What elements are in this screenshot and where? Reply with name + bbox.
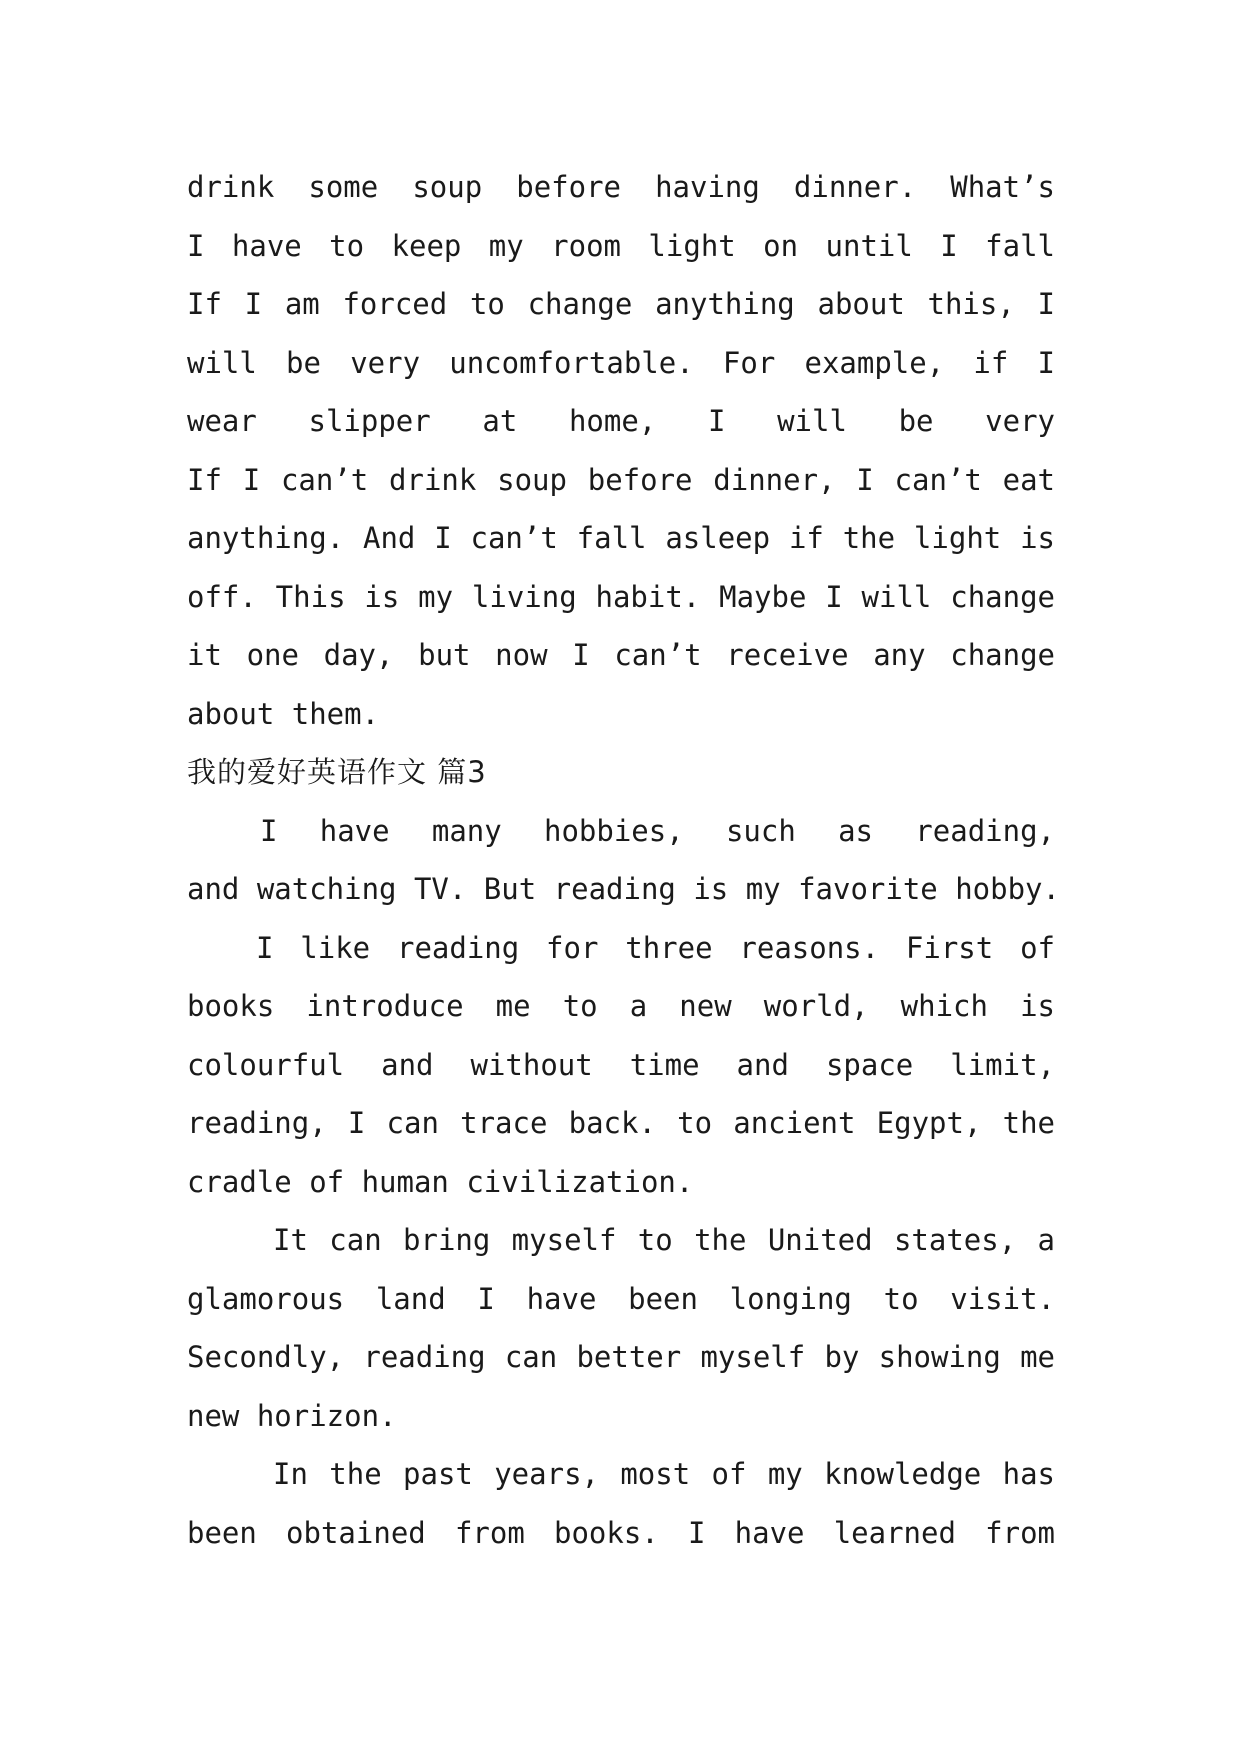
text-line: In the past years, most of my knowledge has <box>273 1457 1055 1491</box>
text-line: been obtained from books. I have learned from <box>187 1515 1055 1550</box>
text-line: If I can’t drink soup before dinner, I can’t eat <box>187 462 1055 497</box>
text-line: wear slipper at home, I will be very <box>187 404 1055 438</box>
text-line: new horizon. <box>187 1398 397 1433</box>
document-body <box>187 158 1060 1562</box>
text-line: I have many hobbies, such as reading, <box>260 813 1055 848</box>
text-line: If I am forced to change anything about this, I <box>187 287 1055 321</box>
text-line: I have to keep my room light on until I fall <box>187 228 1055 263</box>
text-line: colourful and without time and space limit, <box>187 1047 1055 1082</box>
text-line: cradle of human civilization. <box>187 1164 694 1199</box>
text-line: and watching TV. But reading is my favorite hobby. <box>187 872 1060 906</box>
paragraph-top <box>187 158 1055 743</box>
paragraph-4 <box>187 1445 1055 1562</box>
text-line: about them. <box>187 696 380 731</box>
text-line: Secondly, reading can better myself by showing me <box>187 1340 1055 1374</box>
text-line: books introduce me to a new world, which is <box>187 989 1055 1023</box>
text-line: glamorous land I have been longing to visit. <box>187 1281 1055 1316</box>
text-line: it one day, but now I can’t receive any change <box>187 638 1055 672</box>
section-heading: 我的爱好英语作文 篇3 <box>187 755 487 789</box>
text-line: will be very uncomfortable. For example, if I <box>187 345 1055 380</box>
paragraph-1 <box>187 802 1060 919</box>
text-line: reading, I can trace back. to ancient Egypt, the <box>187 1106 1055 1140</box>
text-line: It can bring myself to the United states, a <box>273 1223 1055 1257</box>
text-line: I like reading for three reasons. First of <box>256 930 1055 965</box>
paragraph-2 <box>187 919 1055 1212</box>
paragraph-3 <box>187 1211 1055 1445</box>
text-line: drink some soup before having dinner. What’s <box>187 170 1055 204</box>
text-line: anything. And I can’t fall asleep if the light is <box>187 521 1055 555</box>
text-line: off. This is my living habit. Maybe I will change <box>187 579 1055 614</box>
